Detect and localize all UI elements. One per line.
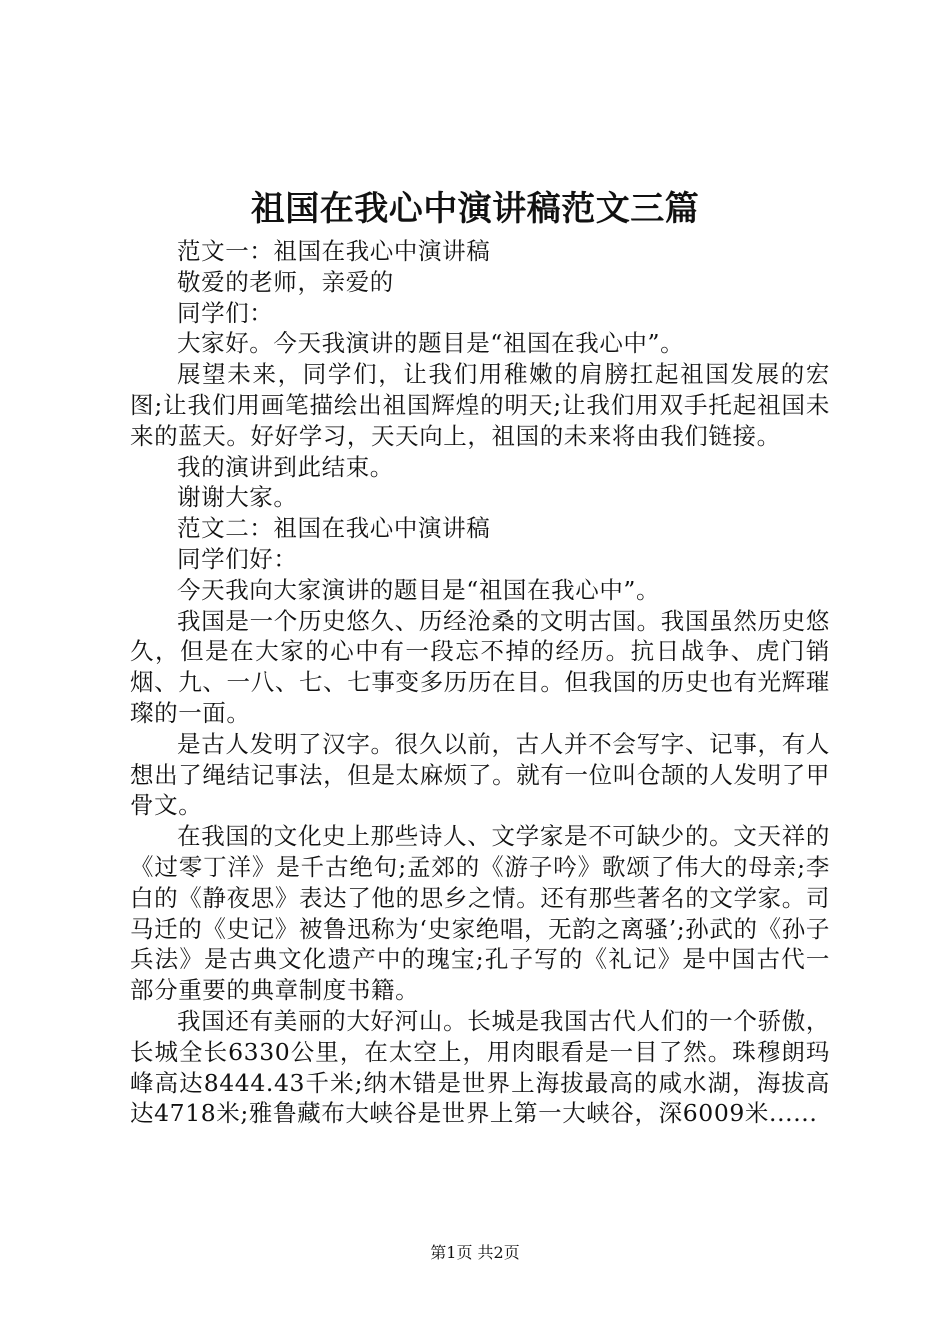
paragraph: 我国还有美丽的大好河山。长城是我国古代人们的一个骄傲，长城全长6330公里，在太空上，用肉眼看是一目了然。珠穆朗玛峰高达8444.43千米;纳木错是世界上海拔最高的咸水湖，海拔高达4718米;雅鲁藏布大峡谷是世界上第一大峡谷，深6009米......: [130, 1006, 830, 1128]
paragraph: 大家好。今天我演讲的题目是“祖国在我心中”。: [177, 329, 685, 358]
paragraph: 我国是一个历史悠久、历经沧桑的文明古国。我国虽然历史悠久，但是在大家的心中有一段忘不掉的经历。抗日战争、虎门销烟、九、一八、七、七事变多历历在目。但我国的历史也有光辉璀璨的一面。: [130, 606, 830, 727]
paragraph: 我的演讲到此结束。: [177, 452, 394, 481]
paragraph: 谢谢大家。: [177, 483, 298, 512]
paragraph: 敬爱的老师，亲爱的: [177, 267, 394, 296]
paragraph: 同学们好：: [177, 544, 298, 573]
document-title: 祖国在我心中演讲稿范文三篇: [250, 189, 700, 229]
paragraph: 今天我向大家演讲的题目是“祖国在我心中”。: [177, 575, 661, 604]
document-body: [130, 236, 830, 1129]
paragraph: 范文二：祖国在我心中演讲稿: [177, 514, 491, 543]
paragraph: 展望未来，同学们，让我们用稚嫩的肩膀扛起祖国发展的宏图;让我们用画笔描绘出祖国辉煌的明天;让我们用双手托起祖国未来的蓝天。好好学习，天天向上，祖国的未来将由我们链接。: [130, 360, 830, 450]
paragraph: 是古人发明了汉字。很久以前，古人并不会写字、记事，有人想出了绳结记事法，但是太麻烦了。就有一位叫仓颉的人发明了甲骨文。: [130, 729, 830, 820]
paragraph: 在我国的文化史上那些诗人、文学家是不可缺少的。文天祥的《过零丁洋》是千古绝句;孟郊的《游子吟》歌颂了伟大的母亲;李白的《静夜思》表达了他的思乡之情。还有那些著名的文学家。司马迁的《史记》被鲁迅称为‘史家绝唱，无韵之离骚’;孙武的《孙子兵法》是古典文化遗产中的瑰宝;孔子写的《礼记》是中国古代一部分重要的典章制度书籍。: [130, 822, 830, 1005]
paragraph: 同学们：: [177, 298, 274, 327]
paragraph: 范文一：祖国在我心中演讲稿: [177, 237, 491, 265]
page-footer: 第1页 共2页: [430, 1243, 520, 1262]
